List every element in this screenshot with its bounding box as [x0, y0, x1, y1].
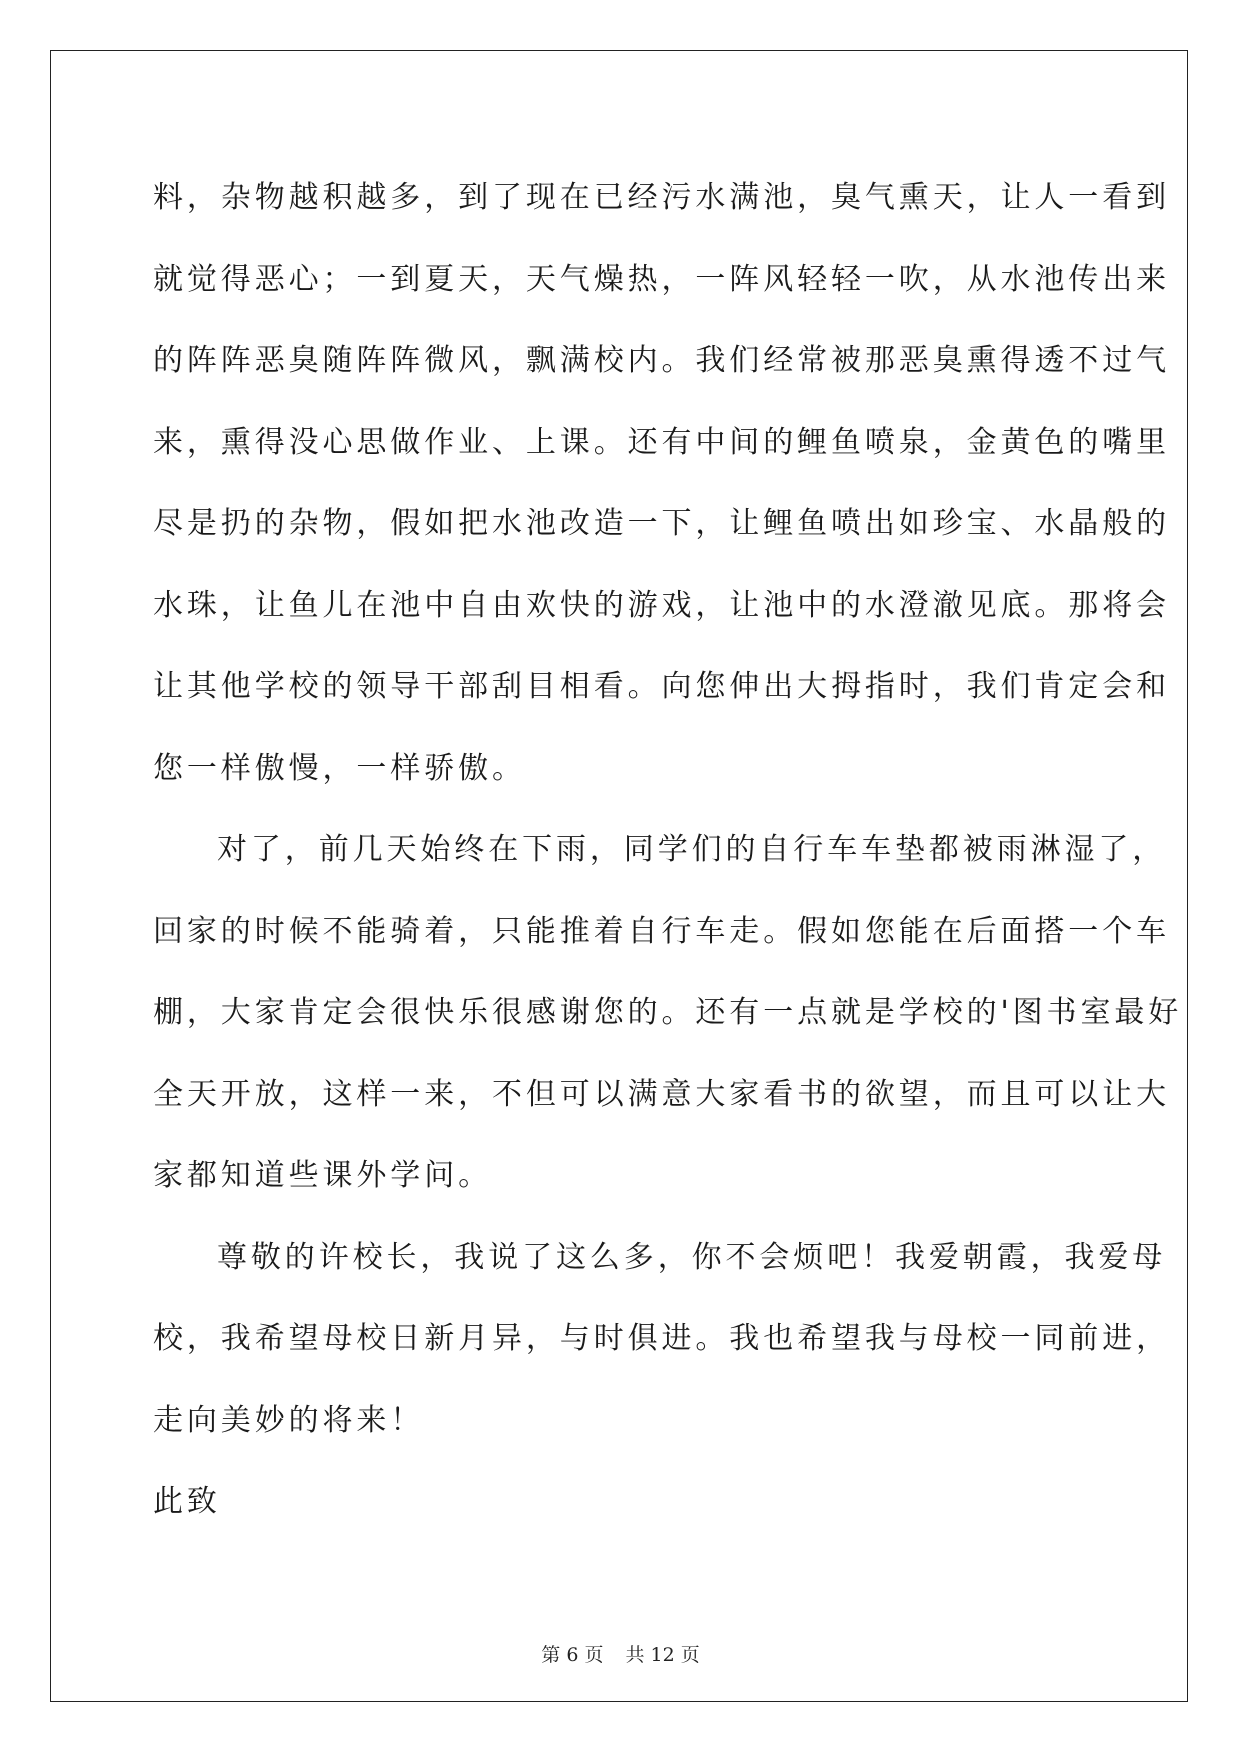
- text-line: 家都知道些课外学问。: [153, 1158, 492, 1193]
- text-line: 全天开放，这样一来，不但可以满意大家看书的欲望，而且可以让大: [153, 1076, 1170, 1112]
- text-line: 校，我希望母校日新月异，与时俱进。我也希望我与母校一同前进，: [153, 1321, 1170, 1356]
- text-line: 走向美妙的将来！: [153, 1402, 425, 1438]
- text-line: 回家的时候不能骑着，只能推着自行车走。假如您能在后面搭一个车: [153, 913, 1170, 949]
- page-footer: [0, 1640, 1241, 1667]
- text-line: 的阵阵恶臭随阵阵微风，飘满校内。我们经常被那恶臭熏得透不过气: [153, 343, 1170, 378]
- text-line: 让其他学校的领导干部刮目相看。向您伸出大拇指时，我们肯定会和: [153, 669, 1170, 704]
- text-line: 水珠，让鱼儿在池中自由欢快的游戏，让池中的水澄澈见底。那将会: [153, 587, 1170, 623]
- text-line: 棚，大家肯定会很快乐很感谢您的。还有一点就是学校的'图书室最好: [153, 995, 1183, 1030]
- text-line: 就觉得恶心；一到夏天，天气燥热，一阵风轻轻一吹，从水池传出来: [153, 261, 1170, 297]
- letter-body: [153, 157, 1183, 1543]
- paragraph-start-line: 对了，前几天始终在下雨，同学们的自行车车垫都被雨淋湿了，: [217, 832, 1167, 867]
- closing-salutation: 此致: [153, 1484, 221, 1519]
- paragraph-start-line: 尊敬的许校长，我说了这么多，你不会烦吧！我爱朝霞，我爱母: [217, 1239, 1167, 1275]
- page-number: 第 6 页: [541, 1644, 604, 1666]
- text-line: 尽是扔的杂物，假如把水池改造一下，让鲤鱼喷出如珍宝、水晶般的: [153, 506, 1170, 541]
- text-line: 来，熏得没心思做作业、上课。还有中间的鲤鱼喷泉，金黄色的嘴里: [153, 424, 1170, 460]
- page-total: 共 12 页: [625, 1644, 700, 1666]
- text-line: 您一样傲慢，一样骄傲。: [153, 750, 526, 786]
- text-line: 料，杂物越积越多，到了现在已经污水满池，臭气熏天，让人一看到: [153, 180, 1170, 215]
